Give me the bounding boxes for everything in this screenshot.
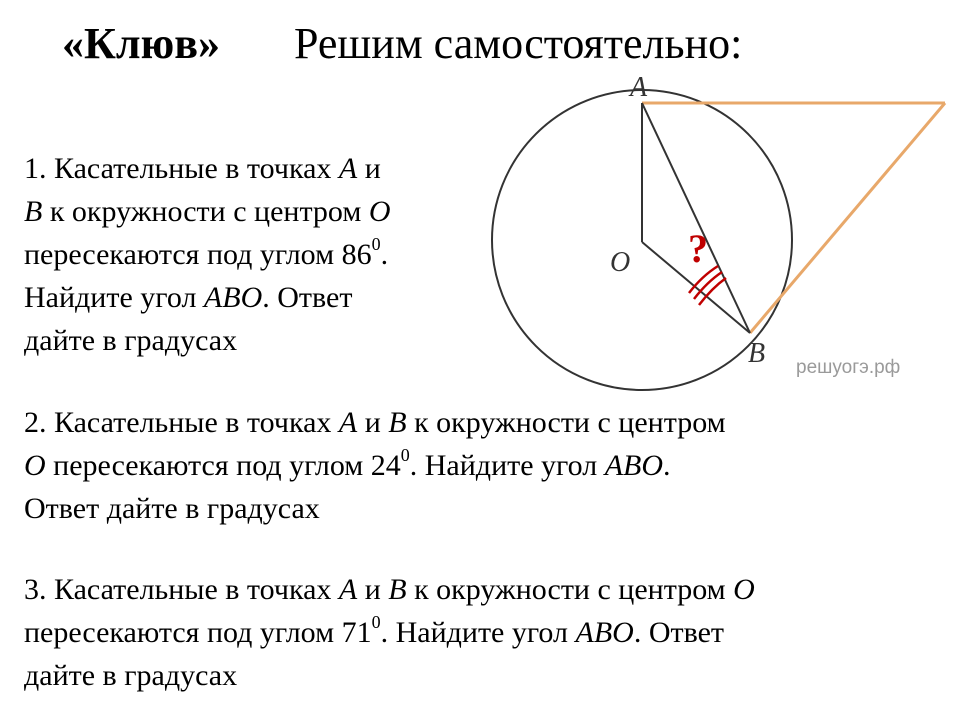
problem-2 — [24, 401, 944, 530]
math-variable: O — [733, 573, 755, 606]
degree-superscript: 0 — [371, 234, 381, 254]
problem-line: 3. Касательные в точках A и B к окружности с центром O — [24, 573, 755, 606]
math-variable: ABO — [604, 449, 664, 482]
problem-line: B к окружности с центром O — [24, 195, 391, 228]
degree-superscript: 0 — [371, 612, 381, 632]
label-b: B — [748, 338, 766, 369]
math-variable: B — [24, 195, 43, 228]
angle-arcs — [689, 266, 726, 305]
math-variable: A — [338, 406, 358, 439]
tangent-line-b — [750, 103, 945, 333]
problem-line: пересекаются под углом $71^0$. Найдите угол ABO. Ответ — [24, 612, 725, 649]
brand-label: «Клюв» — [62, 19, 220, 68]
math-variable: B — [388, 573, 407, 606]
chord-ab — [642, 103, 750, 333]
problem-line: 2. Касательные в точках A и B к окружности с центром — [24, 406, 726, 439]
math-variable: B — [388, 406, 407, 439]
math-variable: A — [338, 152, 358, 185]
problem-line: дайте в градусах — [24, 324, 238, 357]
problem-line: Ответ дайте в градусах — [24, 492, 320, 525]
problem-line: O пересекаются под углом $24^0$. Найдите угол ABO. — [24, 445, 671, 482]
problem-line: пересекаются под углом $86^0$. — [24, 234, 389, 271]
question-mark: ? — [688, 226, 708, 271]
degree-superscript: 0 — [400, 445, 410, 465]
problem-line: Найдите угол ABO. Ответ — [24, 281, 353, 314]
math-variable: ABO — [203, 281, 263, 314]
problem-line: дайте в градусах — [24, 659, 238, 692]
watermark: решуогэ.рф — [796, 357, 901, 378]
label-a: A — [630, 72, 648, 103]
label-o: O — [610, 247, 631, 278]
math-variable: O — [368, 195, 391, 228]
problem-3 — [24, 568, 944, 697]
heading-text: Решим самостоятельно: — [293, 19, 743, 68]
math-variable: O — [24, 449, 46, 482]
problem-line: 1. Касательные в точках A и — [24, 152, 381, 185]
math-variable: A — [338, 573, 358, 606]
problem-1 — [24, 147, 484, 362]
math-variable: ABO — [575, 616, 634, 649]
